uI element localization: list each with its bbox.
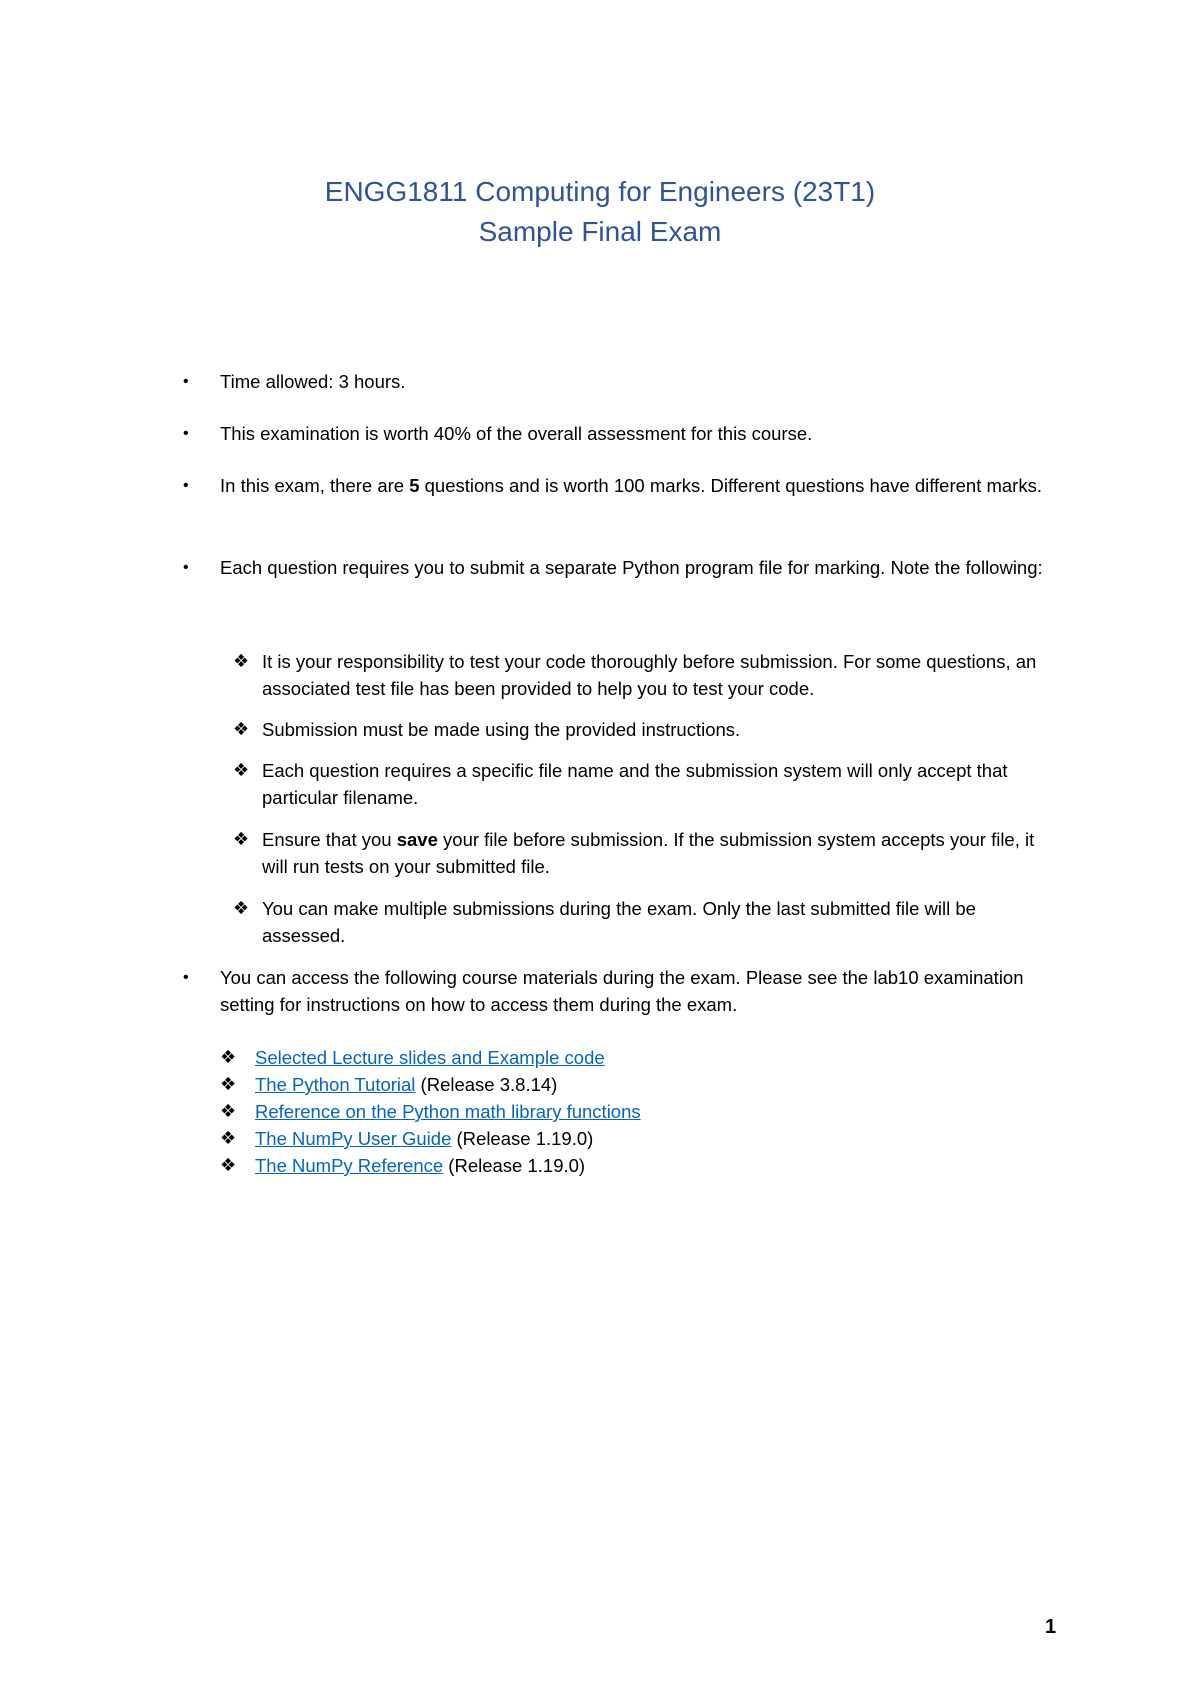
note-save: Ensure that you save your file before submission. If the submission system accepts your file, it will run tests on your submitted file. — [262, 829, 1035, 877]
diamond-bullet-icon: ❖ — [233, 829, 250, 849]
diamond-bullet-icon: ❖ — [220, 1128, 237, 1148]
diamond-bullet-icon: ❖ — [233, 898, 250, 918]
submission-text: Each question requires you to submit a separate Python program file for marking. Note the following: — [220, 557, 1043, 578]
link-numpy-user-guide[interactable]: The NumPy User Guide — [255, 1128, 452, 1149]
document-title — [0, 172, 1200, 252]
diamond-bullet-icon: ❖ — [220, 1047, 237, 1067]
diamond-bullet-icon: ❖ — [220, 1101, 237, 1121]
bullet-icon: • — [183, 477, 189, 494]
bullet-icon: • — [183, 425, 189, 442]
diamond-bullet-icon: ❖ — [220, 1155, 237, 1175]
title-course: ENGG1811 Computing for Engineers (23T1) — [324, 176, 876, 207]
note-instructions: Submission must be made using the provided instructions. — [262, 719, 741, 740]
note-filename: Each question requires a specific file name and the submission system will only accept that particular filename. — [262, 760, 1008, 808]
link-python-tutorial[interactable]: The Python Tutorial — [255, 1074, 416, 1095]
diamond-bullet-icon: ❖ — [233, 760, 250, 780]
release-label: (Release 1.19.0) — [451, 1128, 594, 1149]
course-materials-text: You can access the following course materials during the exam. Please see the lab10 examination setting for instructions on how to access them during the exam. — [220, 967, 1024, 1015]
diamond-bullet-icon: ❖ — [220, 1074, 237, 1094]
release-label: (Release 3.8.14) — [415, 1074, 558, 1095]
title-exam: Sample Final Exam — [478, 216, 722, 247]
bullet-icon: • — [183, 559, 189, 576]
page-number: 1 — [1045, 1616, 1057, 1638]
link-numpy-reference[interactable]: The NumPy Reference — [255, 1155, 444, 1176]
questions-text: In this exam, there are 5 questions and is worth 100 marks. Different questions have different marks. — [220, 475, 1042, 496]
note-multiple: You can make multiple submissions during the exam. Only the last submitted file will be assessed. — [262, 898, 976, 946]
release-label: (Release 1.19.0) — [443, 1155, 586, 1176]
bullet-icon: • — [183, 373, 189, 390]
diamond-bullet-icon: ❖ — [233, 651, 250, 671]
exam-worth-text: This examination is worth 40% of the overall assessment for this course. — [220, 423, 813, 444]
bullet-icon: • — [183, 969, 189, 986]
note-test-code: It is your responsibility to test your code thoroughly before submission. For some questions, an associated test file has been provided to help you to test your code. — [262, 651, 1037, 699]
link-lecture-slides[interactable]: Selected Lecture slides and Example code — [255, 1047, 605, 1068]
link-python-math[interactable]: Reference on the Python math library functions — [255, 1101, 641, 1122]
time-allowed-text: Time allowed: 3 hours. — [220, 371, 406, 392]
diamond-bullet-icon: ❖ — [233, 719, 250, 739]
